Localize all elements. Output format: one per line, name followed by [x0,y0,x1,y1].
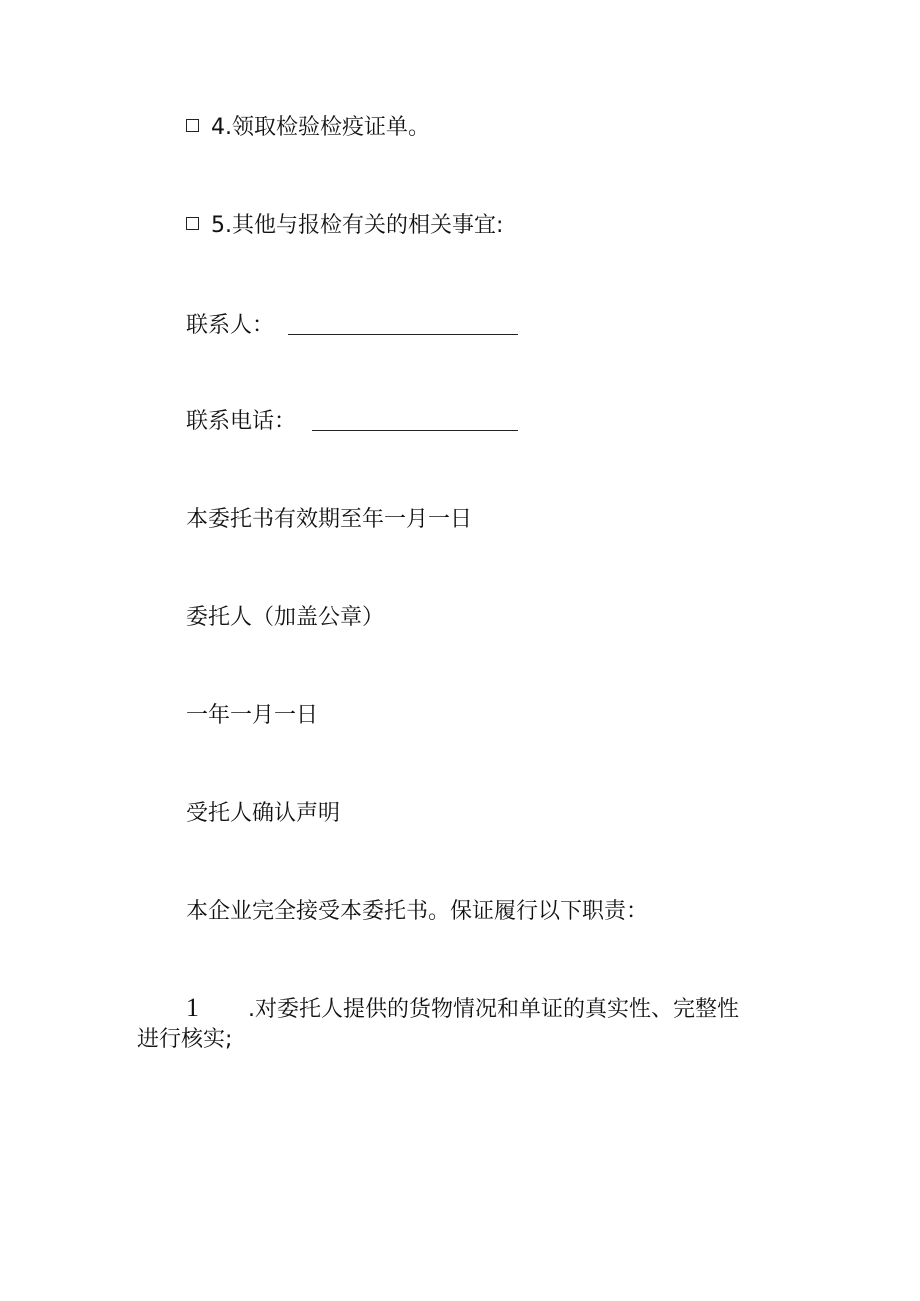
principal-seal-line: 委托人（加盖公章） [186,605,385,630]
contact-phone-label: 联系电话： [186,409,297,434]
agent-statement-intro: 本企业完全接受本委托书。保证履行以下职责： [186,899,649,924]
item-4-text: 4.领取检验检疫证单。 [211,115,430,140]
checkbox-icon[interactable] [186,119,199,132]
contact-phone-row [186,408,296,436]
checkbox-icon[interactable] [186,217,199,230]
duty-1-text: .对委托人提供的货物情况和单证的真实性、完整性 [248,997,739,1022]
item-5-text: 5.其他与报检有关的相关事宜: [211,213,504,238]
contact-person-row [186,312,274,340]
duty-1-number [186,994,199,1024]
validity-statement: 本委托书有效期至年一月一日 [186,507,473,532]
contact-person-field[interactable] [288,314,518,335]
contact-phone-field[interactable] [312,410,518,431]
agent-statement-title: 受托人确认声明 [186,801,341,826]
contact-person-label: 联系人： [186,313,275,338]
date-line: 一年一月一日 [186,703,319,728]
checklist-item-4 [186,114,430,142]
checklist-item-5 [186,212,503,240]
duty-1-index: 1 [186,993,199,1022]
duty-1-continuation: 进行核实; [137,1027,233,1052]
